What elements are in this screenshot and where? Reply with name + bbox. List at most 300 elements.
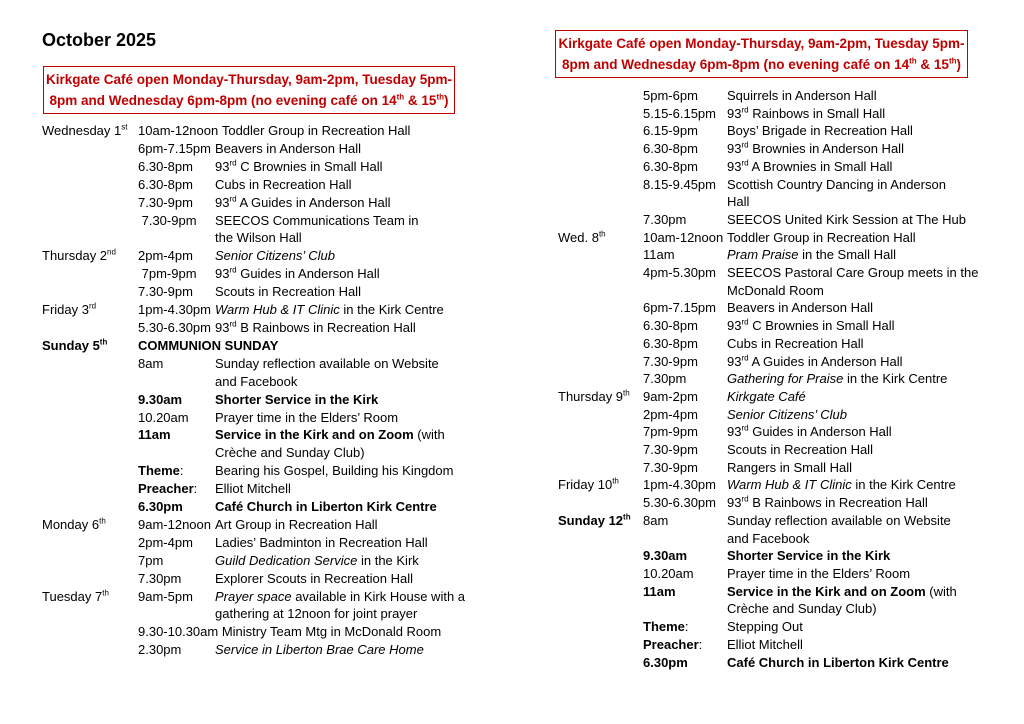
schedule-row	[42, 301, 465, 319]
event-description	[727, 654, 949, 672]
day-label	[558, 600, 643, 618]
event-text: Cubs in Recreation Hall	[215, 176, 352, 192]
schedule-row	[42, 247, 465, 265]
day-label	[558, 636, 643, 654]
day-label	[558, 530, 643, 548]
cafe-notice-text: & 15	[404, 93, 437, 108]
day-label	[42, 212, 138, 230]
time-text: 9.30am	[138, 391, 183, 407]
day-label	[42, 409, 138, 427]
event-description	[215, 516, 378, 534]
schedule-row	[558, 476, 978, 494]
cafe-notice-box-right	[555, 30, 968, 78]
time-label	[643, 246, 727, 264]
event-text: Rangers in Small Hall	[727, 459, 852, 475]
time-label	[643, 87, 727, 105]
ordinal-suffix: rd	[229, 319, 237, 329]
day-label	[558, 654, 643, 672]
event-description	[727, 122, 913, 140]
time-text: 6pm-7.15pm	[138, 140, 215, 156]
time-label	[138, 319, 215, 337]
event-text: A Guides in Anderson Hall	[236, 194, 391, 210]
time-label	[138, 140, 215, 158]
day-label	[42, 480, 138, 498]
event-text: 93	[215, 266, 230, 282]
time-text: 7.30-9pm	[138, 194, 193, 210]
schedule-row	[558, 229, 978, 247]
event-description	[727, 246, 896, 264]
event-description	[727, 282, 824, 300]
day-label	[558, 459, 643, 477]
time-text: 2pm-4pm	[138, 534, 193, 550]
event-description	[727, 193, 749, 211]
event-text: Toddler Group in Recreation Hall	[221, 123, 411, 138]
schedule-row	[558, 370, 978, 388]
event-text: in the Small Hall	[798, 247, 897, 263]
schedule-row	[42, 194, 465, 212]
time-text: 6pm-7.15pm	[643, 300, 720, 316]
cafe-notice-box-left	[43, 66, 455, 114]
time-text: Preacher	[138, 481, 194, 497]
time-text: 6.30-8pm	[643, 335, 698, 351]
time-label	[138, 247, 215, 265]
event-description	[215, 480, 291, 498]
event-text: Crèche and Sunday Club)	[215, 445, 365, 461]
event-text: in the Kirk Centre	[843, 371, 948, 387]
event-description	[215, 212, 419, 230]
time-label	[138, 283, 215, 301]
event-text: Kirkgate Café	[727, 388, 806, 404]
event-description	[215, 462, 453, 480]
event-description	[215, 641, 424, 659]
day-label	[42, 176, 138, 194]
event-description	[727, 530, 809, 548]
day-label	[558, 565, 643, 583]
event-description	[727, 158, 892, 176]
event-text: B Rainbows in Recreation Hall	[748, 495, 928, 511]
schedule-row	[558, 547, 978, 565]
day-label	[42, 355, 138, 373]
event-text: gathering at 12noon for joint prayer	[215, 606, 418, 622]
day-label	[558, 618, 643, 636]
schedule-row	[42, 212, 465, 230]
time-text: 11am	[138, 427, 171, 443]
day-text: Sunday 5	[42, 337, 100, 353]
time-label	[138, 552, 215, 570]
schedule-row	[558, 353, 978, 371]
day-label	[558, 229, 643, 247]
day-label	[558, 370, 643, 388]
schedule-row	[42, 319, 465, 337]
schedule-column-left	[42, 122, 465, 659]
event-text: 93	[727, 424, 742, 440]
cafe-notice-text: )	[444, 93, 449, 108]
event-text: Service in the Kirk and on Zoom	[215, 427, 414, 443]
time-text: 11am	[643, 247, 675, 263]
time-label	[138, 122, 222, 140]
event-description	[727, 423, 892, 441]
ordinal-suffix: th	[436, 92, 444, 102]
time-text: 11am	[643, 583, 676, 599]
time-label	[643, 282, 727, 300]
day-label	[558, 547, 643, 565]
time-text: 7.30pm	[643, 371, 687, 387]
time-text: 6.30pm	[138, 499, 183, 515]
time-text: 9am-12noon	[138, 516, 215, 532]
event-description	[727, 547, 890, 565]
event-text: 93	[215, 319, 230, 335]
time-label	[643, 636, 727, 654]
event-text: Pram Praise	[727, 247, 799, 263]
time-text: 6.30-8pm	[138, 176, 193, 192]
schedule-row	[558, 459, 978, 477]
event-text: McDonald Room	[727, 282, 824, 298]
event-text: 93	[727, 158, 742, 174]
time-label	[138, 516, 215, 534]
ordinal-suffix: th	[623, 388, 630, 398]
event-text: in the Kirk	[357, 552, 419, 568]
day-label	[558, 494, 643, 512]
time-label	[643, 105, 727, 123]
schedule-row	[42, 570, 465, 588]
schedule-row	[558, 176, 978, 194]
ordinal-suffix: rd	[741, 105, 749, 115]
event-text: C Brownies in Small Hall	[236, 158, 383, 174]
event-text: 93	[727, 141, 742, 157]
event-text: Sunday reflection available on Website	[215, 355, 439, 371]
day-label	[558, 140, 643, 158]
time-text: 6.15-9pm	[643, 123, 698, 139]
day-text: Wednesday 1	[42, 123, 122, 138]
event-description	[727, 441, 873, 459]
day-label	[42, 426, 138, 444]
event-text: Guides in Anderson Hall	[748, 424, 892, 440]
day-label	[42, 623, 138, 641]
event-text: Brownies in Anderson Hall	[748, 141, 904, 157]
cafe-notice-line	[556, 54, 967, 75]
time-text: 9.30-10.30am	[138, 624, 222, 640]
schedule-row	[42, 516, 465, 534]
day-label	[558, 388, 643, 406]
time-text: 5.15-6.15pm	[643, 105, 720, 121]
time-text: 8.15-9.45pm	[643, 176, 720, 192]
event-description	[215, 140, 361, 158]
cafe-notice-line	[44, 90, 454, 111]
cafe-notice-text: & 15	[916, 57, 949, 72]
page-title: October 2025	[42, 30, 157, 50]
ordinal-suffix: st	[121, 122, 128, 132]
day-label	[42, 534, 138, 552]
event-description	[727, 299, 873, 317]
time-text: 9am-5pm	[138, 588, 193, 604]
event-text: Café Church in Liberton Kirk Centre	[215, 499, 437, 515]
time-label	[138, 426, 215, 444]
event-description	[215, 498, 437, 516]
event-description	[727, 494, 928, 512]
day-text: Wed. 8	[558, 229, 599, 245]
time-text: 10am-12noon	[643, 229, 727, 245]
day-label	[42, 462, 138, 480]
schedule-column-right	[558, 87, 978, 671]
day-label	[42, 588, 138, 606]
day-label	[42, 301, 138, 319]
event-text: Ladies’ Badminton in Recreation Hall	[215, 534, 428, 550]
time-label	[643, 406, 727, 424]
event-text: A Guides in Anderson Hall	[748, 353, 903, 369]
schedule-row	[42, 462, 465, 480]
schedule-row	[42, 158, 465, 176]
time-label	[643, 140, 727, 158]
time-label	[138, 480, 215, 498]
schedule-row	[42, 444, 465, 462]
time-label	[138, 229, 215, 247]
ordinal-suffix: rd	[741, 158, 749, 168]
event-text: Guild Dedication Service	[215, 552, 358, 568]
day-label	[42, 140, 138, 158]
event-text: Gathering for Praise	[727, 371, 844, 387]
time-label	[138, 641, 215, 659]
time-label	[643, 547, 727, 565]
schedule-row	[558, 299, 978, 317]
event-description	[222, 122, 411, 140]
schedule-row	[42, 552, 465, 570]
ordinal-suffix: rd	[229, 194, 237, 204]
time-label	[643, 618, 727, 636]
event-text: 93	[727, 318, 742, 334]
event-text: 93	[215, 194, 230, 210]
day-label	[42, 247, 138, 265]
time-label	[643, 600, 727, 618]
event-description	[727, 618, 803, 636]
time-text: 7.30-9pm	[138, 212, 197, 228]
time-label	[643, 441, 727, 459]
time-text: 7.30-9pm	[138, 284, 193, 300]
event-description	[215, 301, 444, 319]
time-text: 7pm	[138, 552, 164, 568]
day-label	[42, 283, 138, 301]
schedule-row	[42, 409, 465, 427]
day-label	[42, 194, 138, 212]
event-text: Prayer time in the Elders’ Room	[727, 565, 911, 581]
time-label	[643, 459, 727, 477]
event-description	[727, 512, 951, 530]
schedule-row	[42, 588, 465, 606]
day-label	[42, 516, 138, 534]
time-label	[643, 565, 727, 583]
day-label	[558, 282, 643, 300]
event-description	[727, 583, 957, 601]
event-description	[215, 158, 383, 176]
time-text: 7.30-9pm	[643, 459, 698, 475]
event-description	[215, 552, 419, 570]
event-text: SEECOS United Kirk Session at The Hub	[727, 211, 966, 227]
event-text: and Facebook	[727, 530, 810, 546]
time-text: 4pm-5.30pm	[643, 265, 720, 281]
time-label	[138, 588, 215, 606]
time-label	[138, 462, 215, 480]
day-text: Thursday 9	[558, 388, 624, 404]
event-description	[215, 605, 417, 623]
schedule-row	[42, 373, 465, 391]
event-text: 93	[727, 353, 742, 369]
day-text: Thursday 2	[42, 248, 108, 264]
event-description	[727, 388, 806, 406]
event-text: 93	[727, 105, 742, 121]
time-text: 6.30pm	[643, 654, 688, 670]
event-text: Hall	[727, 194, 750, 210]
time-text: 2.30pm	[138, 642, 182, 658]
day-label	[558, 193, 643, 211]
day-label	[42, 444, 138, 462]
time-text: 7pm-9pm	[138, 266, 197, 282]
time-text: 9.30am	[643, 548, 688, 564]
schedule-row	[42, 176, 465, 194]
schedule-row	[558, 193, 978, 211]
event-description	[215, 283, 361, 301]
event-description	[215, 176, 352, 194]
day-label	[558, 441, 643, 459]
event-text: Cubs in Recreation Hall	[727, 335, 864, 351]
schedule-row	[42, 480, 465, 498]
event-text: 93	[727, 495, 742, 511]
day-label	[42, 641, 138, 659]
schedule-row	[558, 636, 978, 654]
event-description	[727, 565, 910, 583]
schedule-row	[558, 441, 978, 459]
schedule-row	[42, 229, 465, 247]
day-label	[42, 319, 138, 337]
time-text: 6.30-8pm	[643, 141, 698, 157]
time-text: 1pm-4.30pm	[643, 477, 720, 493]
day-label	[558, 423, 643, 441]
time-text: 1pm-4.30pm	[138, 302, 215, 318]
day-label	[558, 583, 643, 601]
cafe-notice-text: 8pm and Wednesday 6pm-8pm (no evening café on 14	[562, 57, 910, 72]
time-text: 7.30-9pm	[643, 353, 698, 369]
schedule-row	[558, 87, 978, 105]
event-description	[727, 459, 852, 477]
day-label	[42, 229, 138, 247]
time-label	[138, 301, 215, 319]
schedule-row	[42, 498, 465, 516]
event-text: C Brownies in Small Hall	[748, 318, 895, 334]
time-text: 10.20am	[138, 409, 189, 425]
event-description	[727, 176, 946, 194]
ordinal-suffix: th	[396, 92, 405, 102]
time-label	[138, 373, 215, 391]
time-label	[643, 353, 727, 371]
cafe-notice-text: 8pm and Wednesday 6pm-8pm (no evening café on 14	[49, 93, 397, 108]
day-label	[558, 211, 643, 229]
cafe-notice-text: Kirkgate Café open Monday-Thursday, 9am-2pm, Tuesday 5pm-	[45, 72, 453, 87]
event-text: Crèche and Sunday Club)	[727, 601, 877, 617]
schedule-row	[558, 618, 978, 636]
schedule-row	[558, 246, 978, 264]
ordinal-suffix: th	[909, 56, 917, 66]
time-label	[138, 355, 215, 373]
day-label	[558, 122, 643, 140]
event-description	[727, 600, 877, 618]
event-text: Elliot Mitchell	[215, 481, 291, 497]
time-text: 10.20am	[643, 565, 694, 581]
cafe-notice-text: )	[956, 57, 961, 72]
event-description	[215, 355, 439, 373]
time-text: 8am	[643, 512, 669, 528]
time-text: 7.30pm	[643, 211, 687, 227]
event-description	[215, 426, 445, 444]
event-text: Café Church in Liberton Kirk Centre	[727, 654, 949, 670]
time-label	[643, 335, 727, 353]
day-label	[558, 299, 643, 317]
schedule-row	[558, 388, 978, 406]
event-description	[727, 140, 904, 158]
day-label	[558, 176, 643, 194]
ordinal-suffix: th	[623, 512, 631, 522]
day-label	[42, 391, 138, 409]
schedule-row	[42, 355, 465, 373]
schedule-row	[558, 105, 978, 123]
schedule-row	[558, 282, 978, 300]
time-label	[138, 158, 215, 176]
event-text: Service in Liberton Brae Care Home	[215, 642, 424, 658]
event-text: Bearing his Gospel, Building his Kingdom	[215, 463, 454, 479]
event-description	[215, 319, 416, 337]
schedule-row	[558, 317, 978, 335]
schedule-row	[558, 406, 978, 424]
day-label	[42, 337, 138, 355]
day-text: Sunday 12	[558, 512, 624, 528]
time-text: 5.30-6.30pm	[643, 495, 720, 511]
time-label	[643, 583, 727, 601]
ordinal-suffix: rd	[229, 158, 237, 168]
ordinal-suffix: rd	[741, 317, 749, 327]
time-label	[138, 444, 215, 462]
event-description	[727, 353, 903, 371]
time-text: :	[698, 636, 703, 652]
schedule-row	[42, 122, 465, 140]
ordinal-suffix: th	[612, 477, 619, 487]
time-label	[643, 423, 727, 441]
event-text: Sunday reflection available on Website	[727, 512, 951, 528]
ordinal-suffix: th	[948, 56, 957, 66]
day-text: Tuesday 7	[42, 588, 103, 604]
day-text: Monday 6	[42, 516, 100, 532]
time-label	[138, 605, 215, 623]
ordinal-suffix: rd	[229, 265, 237, 275]
event-text: Guides in Anderson Hall	[236, 266, 380, 282]
event-text: Elliot Mitchell	[727, 636, 803, 652]
day-label	[42, 498, 138, 516]
event-text: A Brownies in Small Hall	[748, 158, 893, 174]
day-label	[42, 265, 138, 283]
schedule-row	[558, 264, 978, 282]
event-description	[215, 265, 380, 283]
event-text: Prayer time in the Elders’ Room	[215, 409, 399, 425]
time-text: 6.30-8pm	[643, 318, 698, 334]
time-text: 7pm-9pm	[643, 424, 698, 440]
ordinal-suffix: th	[99, 337, 108, 347]
time-label	[643, 388, 727, 406]
day-label	[558, 246, 643, 264]
event-text: in the Kirk Centre	[339, 302, 444, 318]
time-label	[138, 409, 215, 427]
event-description	[215, 247, 335, 265]
schedule-row	[558, 140, 978, 158]
event-text: Scouts in Recreation Hall	[215, 284, 361, 300]
ordinal-suffix: nd	[107, 248, 116, 258]
time-label	[138, 194, 215, 212]
event-description	[727, 264, 978, 282]
